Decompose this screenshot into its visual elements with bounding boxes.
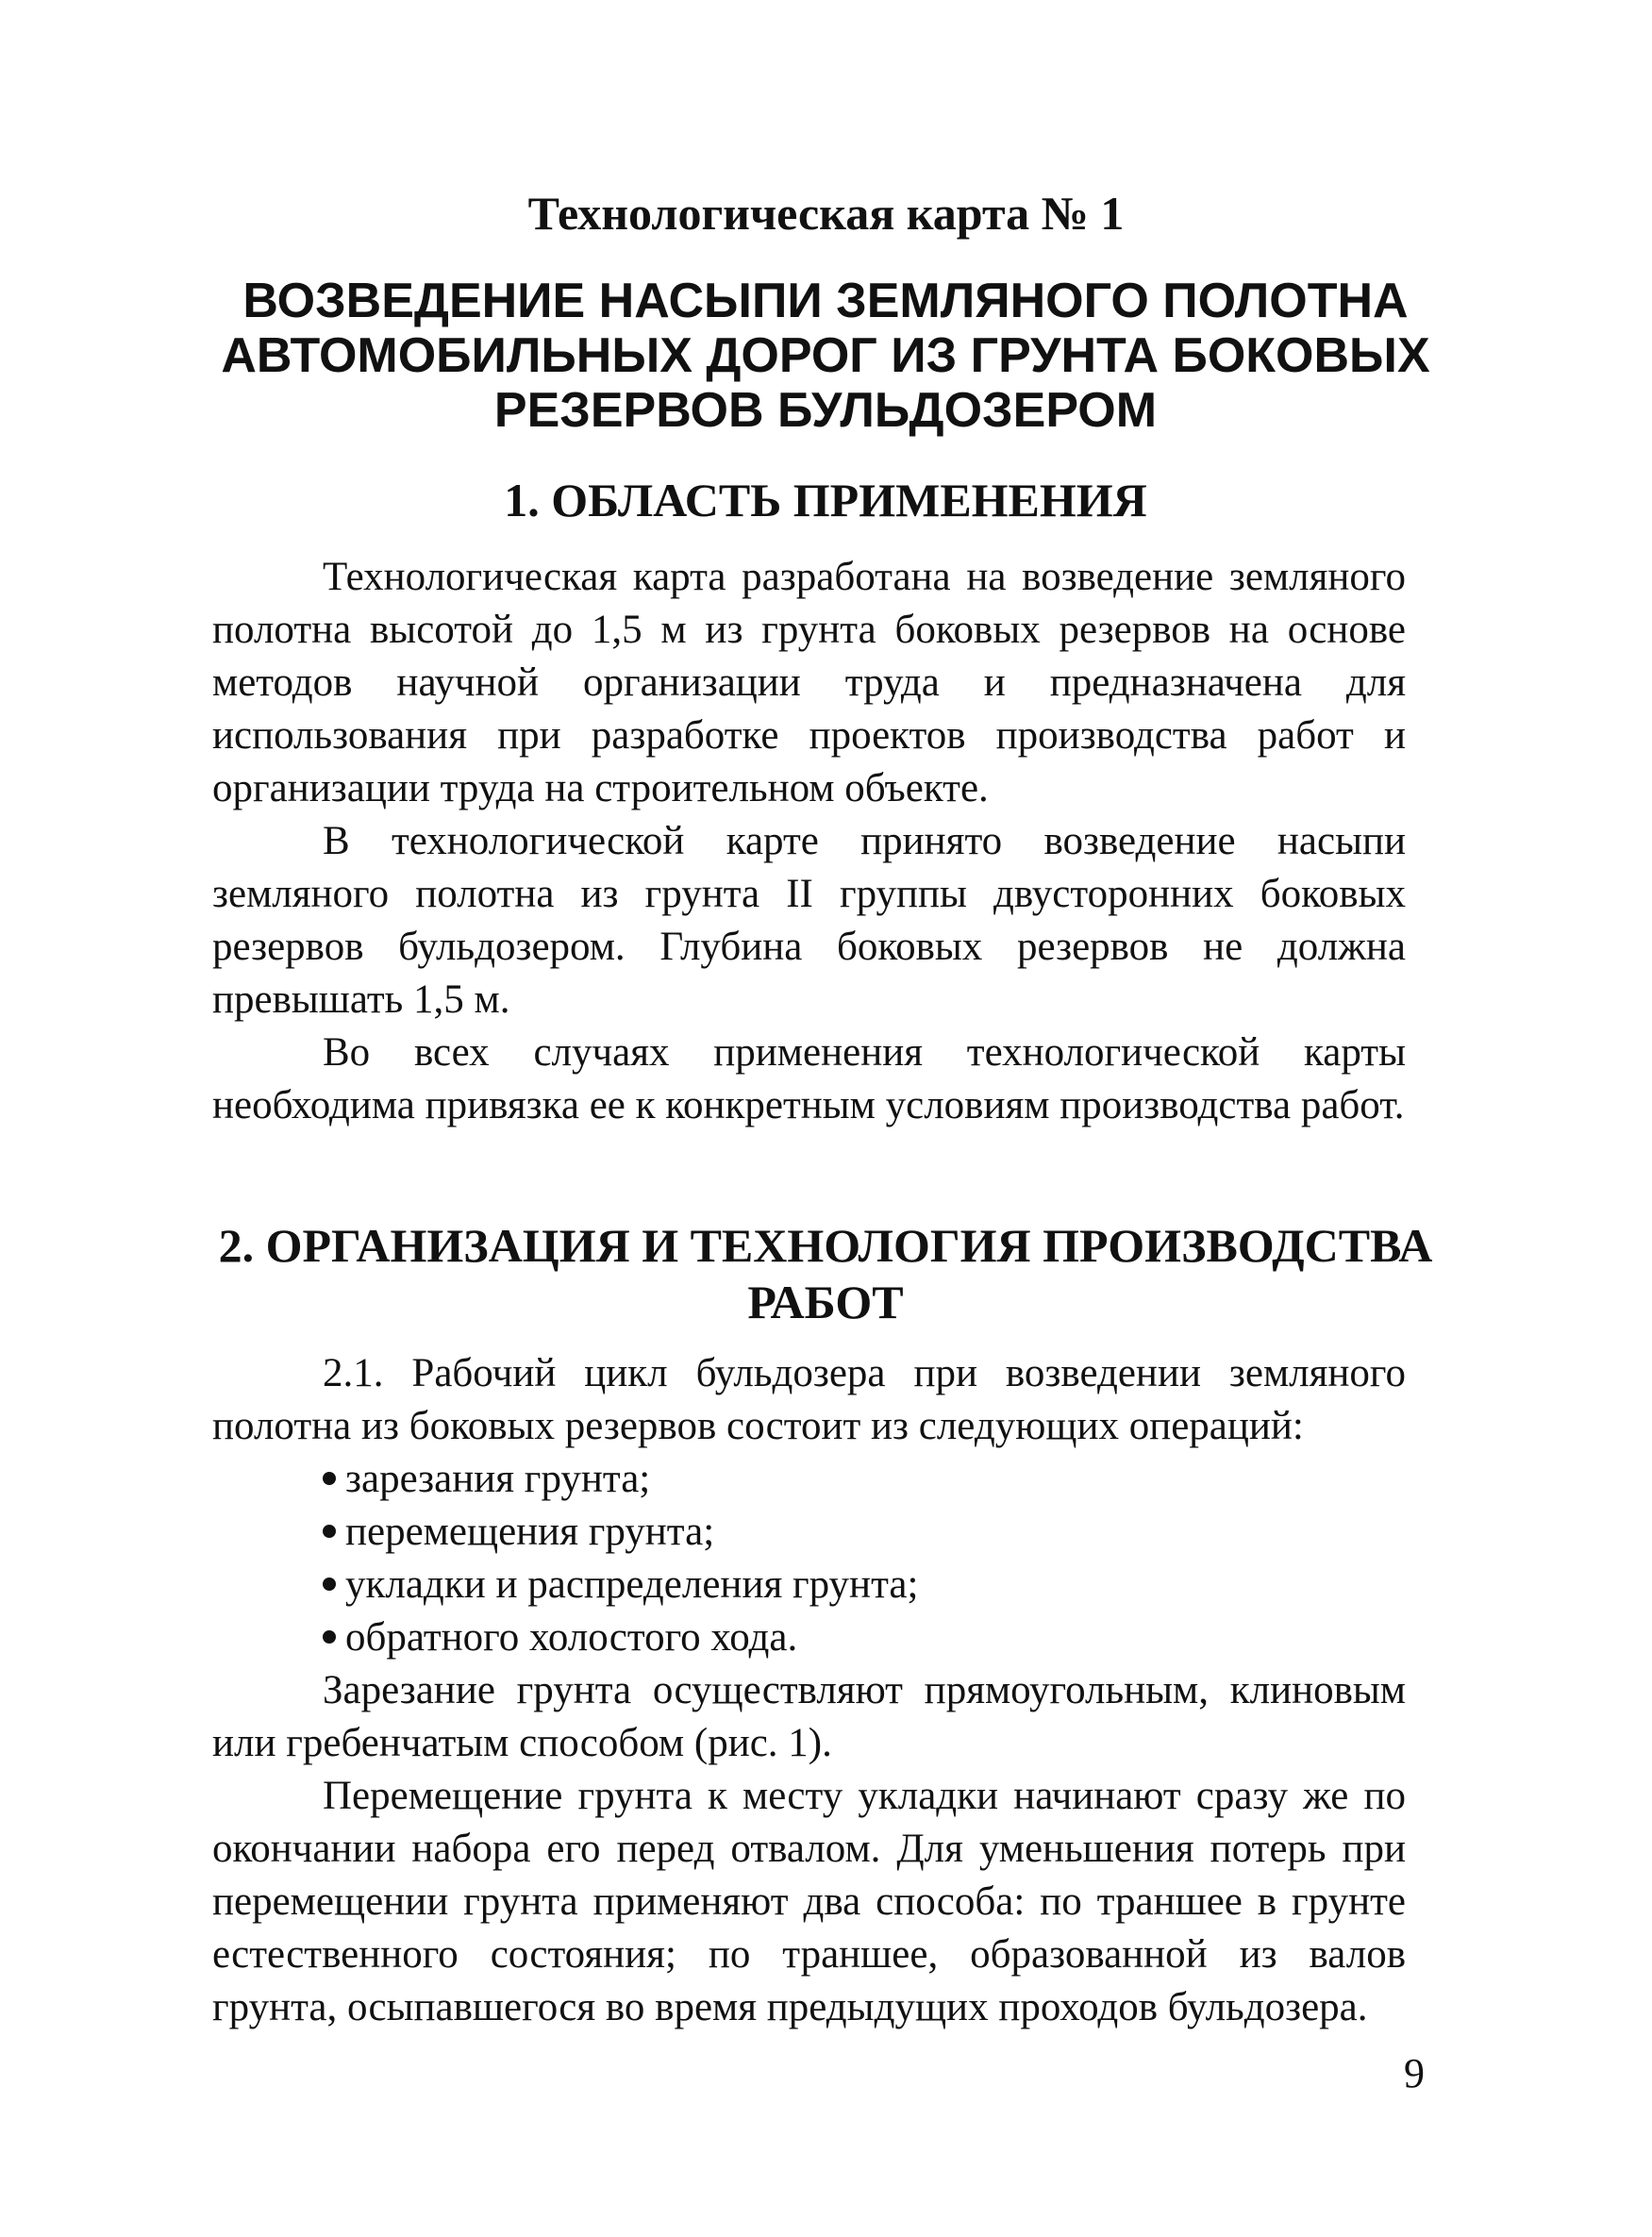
section-2-heading-line: 2. ОРГАНИЗАЦИЯ И ТЕХНОЛОГИЯ ПРОИЗВОДСТВА — [218, 1219, 1433, 1272]
main-title-line: АВТОМОБИЛЬНЫХ ДОРОГ ИЗ ГРУНТА БОКОВЫХ — [221, 328, 1430, 383]
card-title: Технологическая карта № 1 — [527, 187, 1125, 240]
paragraph: Во всех случаях применения технологической карты необходима привязка ее к конкретным условиям производства работ. — [212, 1030, 1406, 1127]
bullet-icon — [323, 1525, 336, 1538]
paragraph: Зарезание грунта осуществляют прямоугольным, клиновым или гребенчатым способом (рис. 1). — [212, 1668, 1406, 1765]
list-item: укладки и распределения грунта; — [212, 1559, 1406, 1611]
main-title-line: РЕЗЕРВОВ БУЛЬДОЗЕРОМ — [493, 383, 1158, 438]
main-title-line: ВОЗВЕДЕНИЕ НАСЫПИ ЗЕМЛЯНОГО ПОЛОТНА — [242, 274, 1409, 328]
bullet-icon — [323, 1472, 336, 1485]
section-2-heading-line: РАБОТ — [747, 1276, 904, 1328]
section-1-body — [212, 551, 1406, 1132]
paragraph: Перемещение грунта к месту укладки начинают сразу же по окончании набора его перед отвалом. Для уменьшения потерь при перемещении грунта применяют два способа: по траншее в грунте естественного состояния; по траншее, образованной из валов грунта, осыпавшегося во время предыдущих проходов бульдозера. — [212, 1774, 1406, 2029]
bullet-icon — [323, 1630, 336, 1644]
main-title — [189, 274, 1462, 438]
section-1-heading: 1. ОБЛАСТЬ ПРИМЕНЕНИЯ — [504, 474, 1147, 526]
paragraph: Технологическая карта разработана на возведение земляного полотна высотой до 1,5 м из грунта боковых резервов на основе методов научной организации труда и предназначена для использования при разработке проектов производства работ и организации труда на строительном объекте. — [212, 555, 1406, 810]
section-2-body — [212, 1347, 1406, 2034]
paragraph: В технологической карте принято возведение насыпи земляного полотна из грунта II группы двусторонних боковых резервов бульдозером. Глубина боковых резервов не должна превышать 1,5 м. — [212, 819, 1406, 1022]
paragraph: 2.1. Рабочий цикл бульдозера при возведении земляного полотна из боковых резервов состоит из следующих операций: — [212, 1351, 1406, 1448]
operations-list — [212, 1453, 1406, 1664]
list-item: перемещения грунта; — [212, 1506, 1406, 1559]
section-2-heading — [189, 1217, 1462, 1330]
list-item: зарезания грунта; — [212, 1453, 1406, 1506]
page-number: 9 — [1404, 2050, 1425, 2096]
list-item: обратного холостого хода. — [212, 1611, 1406, 1664]
bullet-icon — [323, 1578, 336, 1591]
